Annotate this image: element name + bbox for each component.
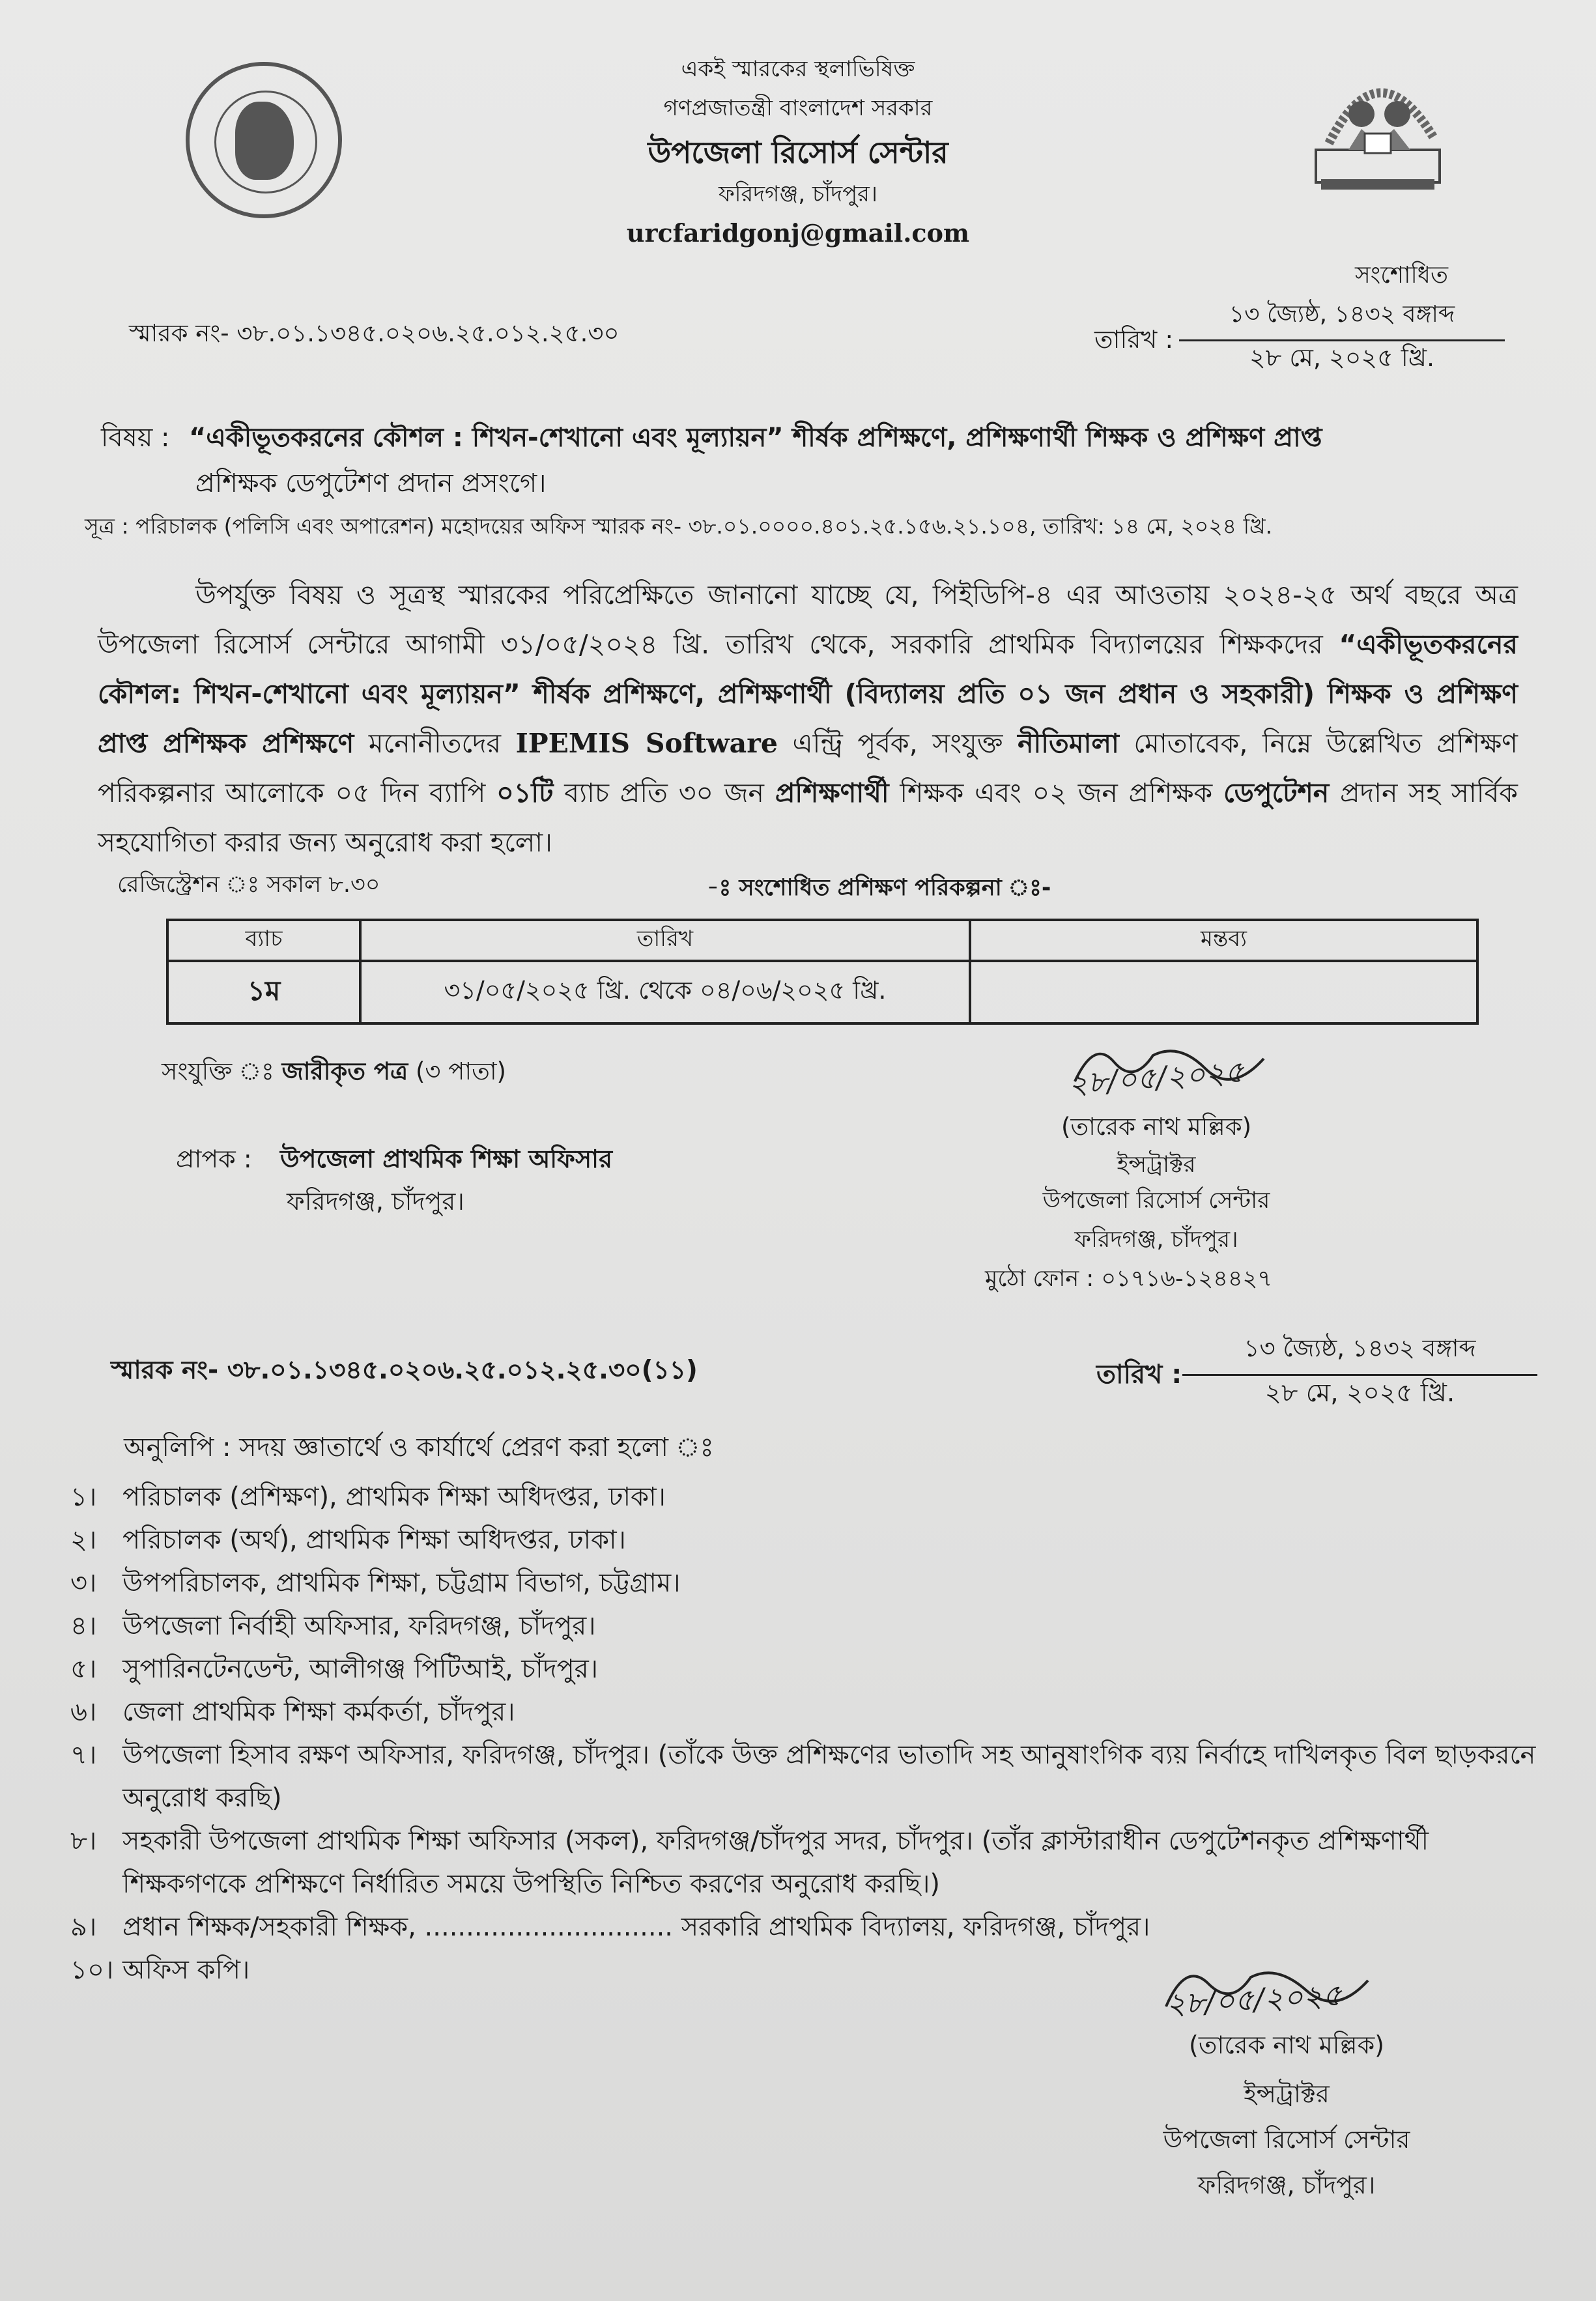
list-item: ২। পরিচালক (অর্থ), প্রাথমিক শিক্ষা অধিদপ্তর, ঢাকা। <box>70 1525 626 1555</box>
header-line-2: গণপ্রজাতন্ত্রী বাংলাদেশ সরকার <box>663 95 933 121</box>
body-paragraph <box>98 570 1518 867</box>
list-item: ১০। অফিস কপি। <box>70 1955 250 1985</box>
plan-title: -ঃ সংশোধিত প্রশিক্ষণ পরিকল্পনা ঃ- <box>707 875 1051 901</box>
reference-line: সূত্র : পরিচালক (পলিসি এবং অপারেশন) মহোদয়ের অফিস স্মারক নং- ৩৮.০১.০০০০.৪০১.২৫.১৫৬.২১.১০৪, তারিখ: ১৪ মে, ২০২৪ খ্রি. <box>85 513 1273 539</box>
signature-1-phone: মুঠো ফোন : ০১৭১৬-১২৪৪২৭ <box>985 1266 1273 1292</box>
signature-1-office: উপজেলা রিসোর্স সেন্টার <box>1042 1188 1270 1214</box>
government-seal-icon <box>186 62 342 218</box>
body-text-1: উপর্যুক্ত বিষয় ও সূত্রস্থ স্মারকের পরিপ্রেক্ষিতে জানানো যাচ্ছে যে, পিইডিপি-৪ এর আওতায় ২০২৪-২৫ অর্থ বছরে অত্র উপজেলা রিসোর্স সেন্টারে আগামী ৩১/০৫/২০২৪ খ্রি. তারিখ থেকে, সরকারি প্রাথমিক বিদ্যালয়ের শিক্ষকদের <box>98 579 1518 660</box>
subject-line-1: “একীভূতকরনের কৌশল : শিখন-শেখানো এবং মূল্যায়ন” শীর্ষক প্রশিক্ষণে, প্রশিক্ষণার্থী শিক্ষক ও প্রশিক্ষণ প্রাপ্ত <box>189 423 1322 453</box>
primary-education-logo-icon <box>1303 52 1453 202</box>
training-plan-table <box>166 919 1479 1025</box>
recipient-name: উপজেলা প্রাথমিক শিক্ষা অফিসার <box>280 1145 612 1173</box>
recipient-location: ফরিদগঞ্জ, চাঁদপুর। <box>287 1187 464 1216</box>
signature-2-title: ইন্সট্রাক্টর <box>1244 2079 1330 2108</box>
list-item: ৪। উপজেলা নির্বাহী অফিসার, ফরিদগঞ্জ, চাঁদপুর। <box>70 1611 596 1641</box>
revised-label: সংশোধিত <box>1355 262 1448 289</box>
signature-1-title: ইন্সট্রাক্টর <box>1117 1152 1196 1178</box>
date-bangla: ১৩ জ্যৈষ্ঠ, ১৪৩২ বঙ্গাব্দ <box>1179 296 1505 341</box>
signature-1-location: ফরিদগঞ্জ, চাঁদপুর। <box>1074 1227 1238 1253</box>
list-item: ৭। উপজেলা হিসাব রক্ষণ অফিসার, ফরিদগঞ্জ, চাঁদপুর। (তাঁকে উক্ত প্রশিক্ষণের ভাতাদি সহ আনুষাংগিক ব্যয় নির্বাহে দাখিলকৃত বিল ছাড়করনে অনুরোধ করছি) <box>70 1740 1536 1813</box>
signature-1-stroke-icon <box>1068 1036 1277 1094</box>
memo-2-date-bangla: ১৩ জ্যৈষ্ঠ, ১৪৩২ বঙ্গাব্দ <box>1182 1329 1537 1376</box>
date-gregorian: ২৮ মে, ২০২৫ খ্রি. <box>1249 343 1435 372</box>
body-text-13: প্রদান সহ সার্বিক সহযোগিতা করার জন্য অনুরোধ করা হলো। <box>98 777 1518 858</box>
memo-2-date-gregorian: ২৮ মে, ২০২৫ খ্রি. <box>1264 1379 1455 1408</box>
body-text-11: শিক্ষক এবং ০২ জন প্রশিক্ষক <box>900 777 1213 808</box>
table-header-row <box>167 920 1477 961</box>
attachment-value: জারীকৃত পত্র <box>281 1057 408 1085</box>
list-item: ৬। জেলা প্রাথমিক শিক্ষা কর্মকর্তা, চাঁদপুর। <box>70 1697 515 1727</box>
body-deputation: ডেপুটেশন <box>1223 777 1330 808</box>
office-location: ফরিদগঞ্জ, চাঁদপুর। <box>718 181 878 207</box>
office-name: উপজেলা রিসোর্স সেন্টার <box>648 135 948 170</box>
copy-list <box>70 1476 1549 1992</box>
office-email: urcfaridgonj@gmail.com <box>626 218 970 248</box>
signature-2-handwritten: ২৮/০৫/২০২৫ <box>1165 1977 1343 2022</box>
body-text-3: মনোনীতদের <box>368 728 502 759</box>
subject-label: বিষয় : <box>101 423 170 453</box>
bangladesh-map-icon <box>235 102 294 180</box>
copy-intro: অনুলিপি : সদয় জ্ঞাতার্থে ও কার্যার্থে প্রেরণ করা হলো ঃ <box>124 1433 714 1463</box>
signature-2-name: (তারেক নাথ মল্লিক) <box>1189 2031 1384 2059</box>
table-header-batch: ব্যাচ <box>167 920 360 961</box>
recipient-label: প্রাপক : <box>176 1145 252 1173</box>
list-item: ৮। সহকারী উপজেলা প্রাথমিক শিক্ষা অফিসার (সকল), ফরিদগঞ্জ/চাঁদপুর সদর, চাঁদপুর। (তাঁর ক্লাস্টারাধীন ডেপুটেশনকৃত প্রশিক্ষণার্থী শিক্ষকগণকে প্রশিক্ষণে নির্ধারিত সময়ে উপস্থিতি নিশ্চিত করণের অনুরোধ করছি।) <box>70 1826 1429 1899</box>
header-line-1: একই স্মারকের স্থলাভিষিক্ত <box>681 56 915 82</box>
attachment-pages: (৩ পাতা) <box>415 1057 506 1085</box>
memo-number: স্মারক নং- ৩৮.০১.১৩৪৫.০২০৬.২৫.০১২.২৫.৩০ <box>129 319 620 347</box>
signature-2-office: উপজেলা রিসোর্স সেন্টার <box>1163 2125 1410 2154</box>
memo-2-date-label: তারিখ : <box>1096 1360 1182 1390</box>
body-policy: নীতিমালা <box>1018 728 1119 759</box>
signature-2-location: ফরিদগঞ্জ, চাঁদপুর। <box>1197 2171 1376 2199</box>
table-row <box>167 961 1477 1023</box>
date-label: তারিখ : <box>1094 325 1174 354</box>
list-item: ১। পরিচালক (প্রশিক্ষণ), প্রাথমিক শিক্ষা অধিদপ্তর, ঢাকা। <box>70 1482 666 1512</box>
table-header-date: তারিখ <box>360 920 970 961</box>
table-cell-batch: ১ম <box>167 961 360 1023</box>
list-item: ৩। উপপরিচালক, প্রাথমিক শিক্ষা, চট্টগ্রাম বিভাগ, চট্টগ্রাম। <box>70 1568 681 1598</box>
attachment-label: সংযুক্তি ঃ <box>162 1057 274 1085</box>
table-header-remarks: মন্তব্য <box>970 920 1477 961</box>
subject-line-2: প্রশিক্ষক ডেপুটেশণ প্রদান প্রসংগে। <box>195 468 547 498</box>
body-trainee: প্রশিক্ষণার্থী <box>775 777 889 808</box>
body-text-7: মোতাবেক, নিম্নে উল্লেখিত প্রশিক্ষণ পরিকল্পনার আলোকে ০৫ দিন ব্যাপি <box>98 728 1518 808</box>
body-software-name: IPEMIS Software <box>515 728 778 759</box>
registration-time: রেজিস্ট্রেশন ঃ সকাল ৮.৩০ <box>117 872 380 898</box>
table-cell-remarks <box>970 961 1477 1023</box>
signature-1-name: (তারেক নাথ মল্লিক) <box>1061 1113 1252 1141</box>
list-item: ৫। সুপারিনটেনডেন্ট, আলীগঞ্জ পিটিআই, চাঁদপুর। <box>70 1654 599 1684</box>
body-text-5: এন্ট্রি পূর্বক, সংযুক্ত <box>792 728 1003 759</box>
body-training-title: “একীভূতকরনের কৌশল: শিখন-শেখানো এবং মূল্যায়ন” শীর্ষক প্রশিক্ষণে, প্রশিক্ষণার্থী (বিদ্যালয় প্রতি ০১ জন প্রধান ও সহকারী) শিক্ষক ও প্রশিক্ষণ প্রাপ্ত প্রশিক্ষক প্রশিক্ষণে <box>98 629 1518 759</box>
signature-1-handwritten: ২৮/০৫/২০২৫ <box>1067 1053 1246 1102</box>
body-batch-count: ০১টি <box>496 777 554 808</box>
memo-2-number: স্মারক নং- ৩৮.০১.১৩৪৫.০২০৬.২৫.০১২.২৫.৩০(১১) <box>111 1356 698 1385</box>
body-text-9: ব্যাচ প্রতি ৩০ জন <box>564 777 764 808</box>
list-item: ৯। প্রধান শিক্ষক/সহকারী শিক্ষক, .............................. সরকারি প্রাথমিক বিদ্যালয়, ফরিদগঞ্জ, চাঁদপুর। <box>70 1912 1150 1942</box>
table-cell-date: ৩১/০৫/২০২৫ খ্রি. থেকে ০৪/০৬/২০২৫ খ্রি. <box>360 961 970 1023</box>
attachment-line <box>162 1052 506 1093</box>
